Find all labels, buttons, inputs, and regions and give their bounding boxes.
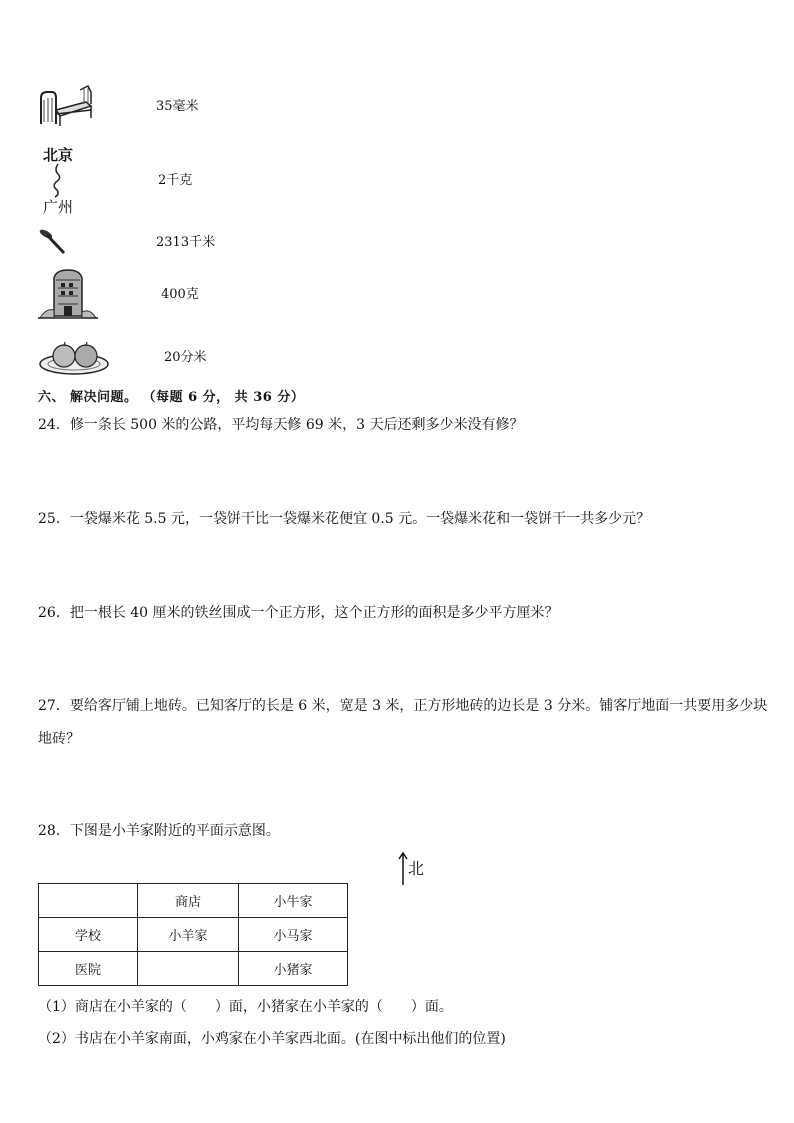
match-label-5: 20分米 <box>164 350 207 365</box>
question-25: 25．一袋爆米花 5.5 元，一袋饼干比一袋爆米花便宜 0.5 元。一袋爆米花和一袋饼干一共多少元？ <box>38 511 651 527</box>
question-28: 28．下图是小羊家附近的平面示意图。 <box>38 823 280 839</box>
map-cell: 商店 <box>138 884 239 918</box>
match-label-3: 2313千米 <box>156 235 216 250</box>
location-map-table <box>38 883 348 986</box>
bed-icon <box>38 84 94 130</box>
subquestion-1: （1）商店在小羊家的（ ）面，小猪家在小羊家的（ ）面。 <box>38 999 453 1015</box>
north-arrow-icon <box>398 852 408 886</box>
table-row <box>39 952 348 986</box>
route-from-label: 北京 <box>43 146 74 164</box>
question-26: 26．把一根长 40 厘米的铁丝围成一个正方形，这个正方形的面积是多少平方厘米？ <box>38 605 559 621</box>
match-label-1: 35毫米 <box>156 99 199 114</box>
subquestion-2: （2）书店在小羊家南面，小鸡家在小羊家西北面。(在图中标出他们的位置) <box>38 1031 506 1047</box>
map-cell: 小马家 <box>239 918 348 952</box>
table-row <box>39 884 348 918</box>
map-cell <box>138 952 239 986</box>
question-27-line1: 27．要给客厅铺上地砖。已知客厅的长是 6 米，宽是 3 米，正方形地砖的边长是 3 分米。铺客厅地面一共要用多少块 <box>38 698 768 714</box>
beijing-guangzhou-route-icon <box>40 144 80 216</box>
question-27-line2: 地砖？ <box>38 731 80 747</box>
map-cell: 小猪家 <box>239 952 348 986</box>
route-to-label: 广州 <box>43 198 74 216</box>
map-cell: 小牛家 <box>239 884 348 918</box>
match-label-4: 400克 <box>161 287 199 302</box>
map-cell: 学校 <box>39 918 138 952</box>
nail-icon <box>38 227 68 257</box>
table-row <box>39 918 348 952</box>
question-24: 24．修一条长 500 米的公路，平均每天修 69 米，3 天后还剩多少米没有修？ <box>38 417 524 433</box>
north-label: 北 <box>408 859 425 878</box>
building-icon <box>38 266 98 320</box>
map-cell: 小羊家 <box>138 918 239 952</box>
section-title: 六、 解决问题。 （每题 6 分， 共 36 分） <box>38 390 305 405</box>
map-cell: 医院 <box>39 952 138 986</box>
map-cell <box>39 884 138 918</box>
match-label-2: 2千克 <box>158 173 193 188</box>
apples-plate-icon <box>38 338 110 376</box>
